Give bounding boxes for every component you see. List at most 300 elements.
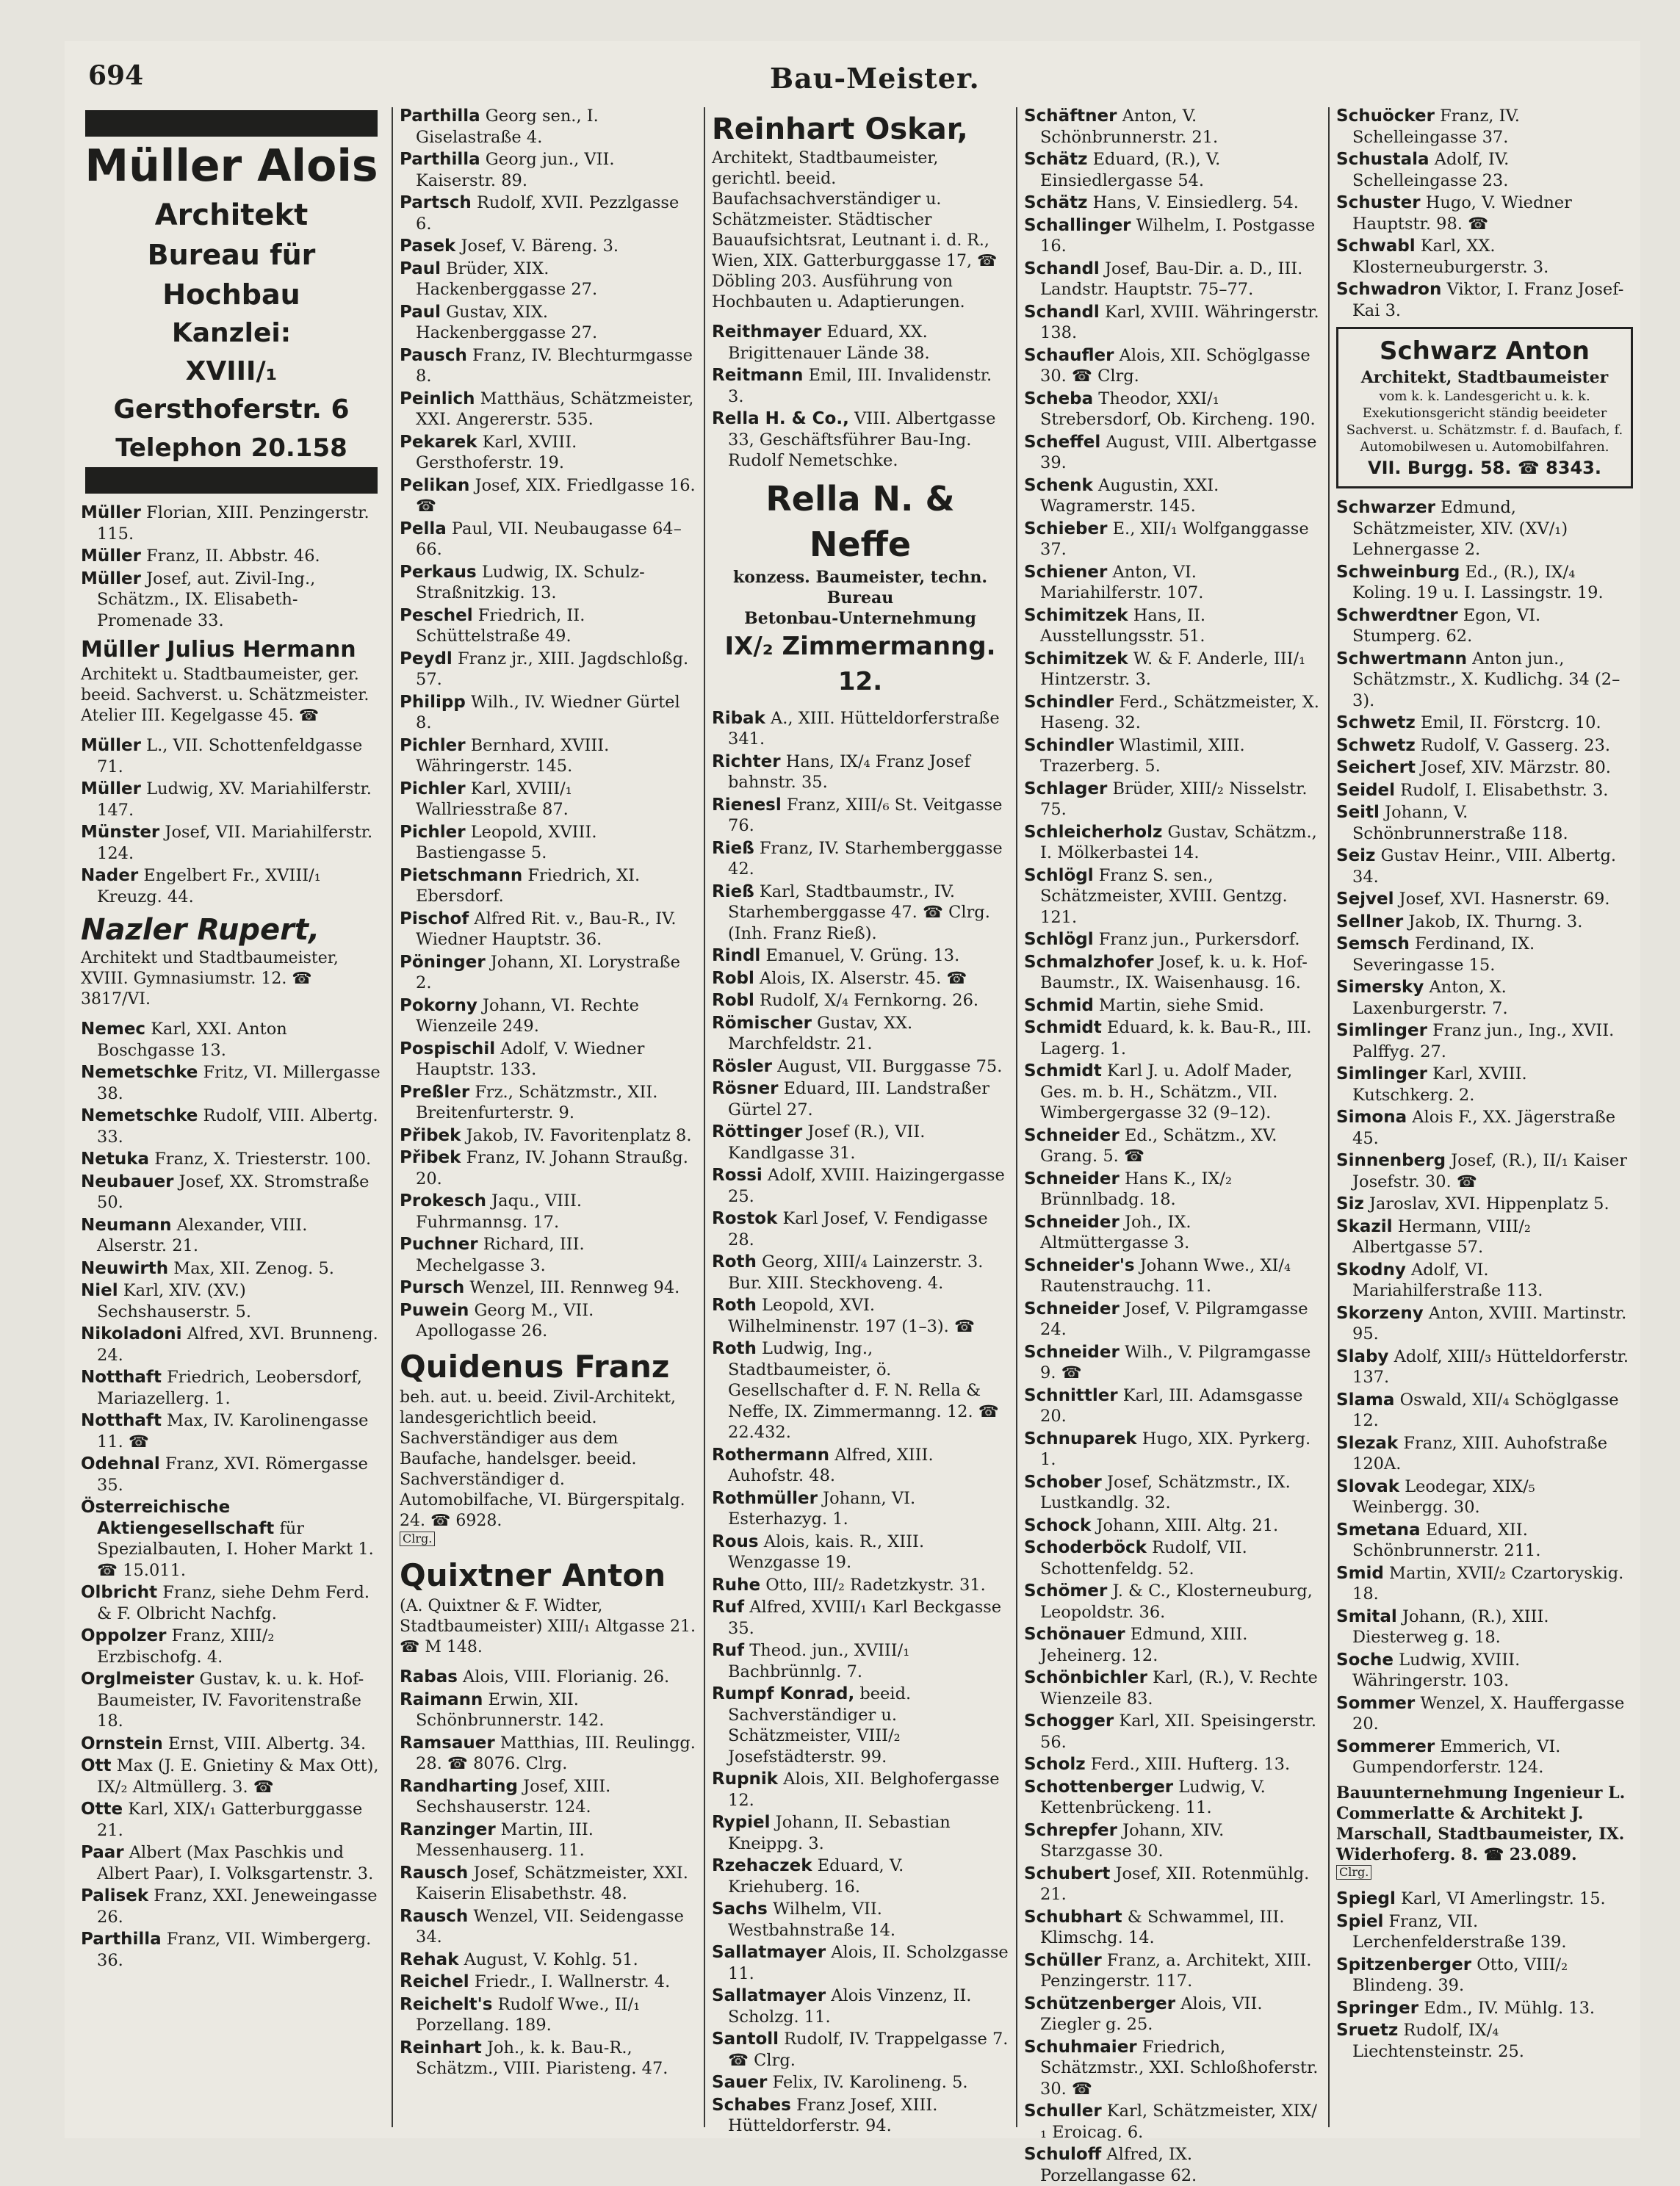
entry-name: Santoll xyxy=(712,2030,779,2049)
entry-details: Eduard, k. k. Bau-R., III. Lagerg. 1. xyxy=(1040,1018,1312,1058)
entry-name: Pischof xyxy=(400,909,469,928)
entry-details: Rudolf Wwe., II/₁ Porzellang. 189. xyxy=(416,1994,641,2035)
ad-bauunternehmung xyxy=(1336,1783,1633,1880)
directory-entry xyxy=(400,865,696,907)
entry-details: Hugo, XIX. Pyrkerg. 1. xyxy=(1040,1429,1311,1469)
directory-entry xyxy=(400,1039,696,1081)
entry-name: Schlager xyxy=(1024,779,1108,798)
entry-name: Philipp xyxy=(400,692,466,712)
entry-details: Alois F., XX. Jägerstraße 45. xyxy=(1352,1108,1616,1148)
entry-details: Franz, IV. Schelleingasse 37. xyxy=(1352,107,1520,147)
entry-name: Nikoladoni xyxy=(81,1324,182,1343)
entry-name: Schwetz xyxy=(1336,713,1416,732)
directory-entry xyxy=(1024,1907,1321,1949)
entry-details: Alfred, XVI. Brunneng. 24. xyxy=(97,1324,378,1365)
entry-name: Slezak xyxy=(1336,1433,1399,1453)
directory-entry xyxy=(712,881,1009,945)
directory-entry xyxy=(400,1863,696,1905)
entry-details: Karl, XX. Klosterneuburgerstr. 3. xyxy=(1352,237,1549,277)
directory-entry xyxy=(1024,345,1321,387)
ad-mueller-alois xyxy=(81,110,382,494)
directory-entry xyxy=(81,1258,382,1280)
entry-name: Schnittler xyxy=(1024,1385,1118,1405)
entry-name: Peinlich xyxy=(400,389,475,408)
entry-name: Schönbichler xyxy=(1024,1668,1147,1687)
entry-name: Robl xyxy=(712,968,754,988)
directory-entry xyxy=(81,1842,382,1884)
entry-details: Franz jr., XIII. Jagdschloßg. 57. xyxy=(416,649,689,689)
entry-details: Max, IV. Karolinengasse 11. ☎ xyxy=(97,1411,369,1451)
entry-name: Notthaft xyxy=(81,1368,162,1387)
entry-details: August, VII. Burggasse 75. xyxy=(772,1056,1003,1076)
entry-details: Friedrich, XI. Ebersdorf. xyxy=(416,865,641,906)
entry-name: Notthaft xyxy=(81,1411,162,1430)
entry-name: Schleicherholz xyxy=(1024,822,1163,842)
entry-details: Franz, IV. Starhemberggasse 42. xyxy=(728,838,1003,879)
directory-entry xyxy=(1024,1820,1321,1862)
ad-name: Quixtner Anton xyxy=(400,1557,666,1593)
directory-entry xyxy=(1024,865,1321,928)
entry-details: Anton, V. Schönbrunnerstr. 21. xyxy=(1040,107,1219,147)
entry-name: Müller xyxy=(81,546,141,566)
column-rule xyxy=(392,107,393,2127)
entry-details: Rudolf, IV. Trappelgasse 7. ☎ Clrg. xyxy=(728,2030,1009,2070)
directory-entry xyxy=(81,569,382,632)
entry-name: Schuloff xyxy=(1024,2145,1102,2164)
entry-details: Wilh., V. Pilgramgasse 9. ☎ xyxy=(1040,1342,1311,1382)
directory-entry xyxy=(1024,259,1321,300)
ad-name: Reinhart Oskar, xyxy=(712,112,968,146)
directory-entry xyxy=(1024,735,1321,777)
entry-name: Puwein xyxy=(400,1300,469,1320)
directory-entry xyxy=(1024,2144,1321,2186)
entry-name: Schätz xyxy=(1024,150,1088,169)
entry-name: Roth xyxy=(712,1339,757,1358)
entry-name: Ruhe xyxy=(712,1575,761,1595)
entry-details: Jaqu., VIII. Fuhrmannsg. 17. xyxy=(416,1191,582,1232)
entry-details: Hans, II. Ausstellungsstr. 51. xyxy=(1040,605,1206,646)
entry-details: August, V. Kohlg. 51. xyxy=(458,1949,638,1969)
entry-details: Max (J. E. Gnietiny & Max Ott), IX/₂ Altmüllerg. 3. ☎ xyxy=(97,1756,379,1797)
entry-name: Skorzeny xyxy=(1336,1303,1424,1323)
entry-name: Schimitzek xyxy=(1024,605,1128,625)
entry-details: Rudolf, I. Elisabethstr. 3. xyxy=(1395,780,1609,800)
entry-details: Johann Wwe., XI/₄ Rautenstrauchg. 11. xyxy=(1040,1255,1291,1296)
directory-entry xyxy=(712,2029,1009,2071)
directory-entry xyxy=(1024,192,1321,214)
entry-name: Scholz xyxy=(1024,1755,1086,1774)
entry-name: Schnuparek xyxy=(1024,1429,1137,1449)
entry-details: Franz, XXI. Jeneweingasse 26. xyxy=(97,1886,378,1927)
directory-entry xyxy=(400,735,696,777)
entry-details: Georg jun., VII. Kaiserstr. 89. xyxy=(416,150,615,190)
entry-name: Rothermann xyxy=(712,1445,830,1465)
entry-details: Joh., IX. Altmüttergasse 3. xyxy=(1040,1212,1191,1252)
ad-text: beh. aut. u. beeid. Zivil-Architekt, landesgerichtlich beeid. Sachverständiger aus dem Baufache, handelsger. beeid. Sachverständiger d. Automobilfache, VI. Bürgerspitalg. 24. ☎ 6928. xyxy=(400,1388,685,1530)
entry-name: Münster xyxy=(81,823,160,842)
entry-name: Niel xyxy=(81,1281,118,1300)
entry-details: Johann, II. Sebastian Kneippg. 3. xyxy=(728,1813,951,1853)
entry-name: Sejvel xyxy=(1336,890,1394,909)
directory-entry xyxy=(1024,519,1321,560)
entry-details: Karl, VI Amerlingstr. 15. xyxy=(1395,1889,1606,1908)
entry-details: Augustin, XXI. Wagramerstr. 145. xyxy=(1040,475,1219,516)
directory-entry xyxy=(1024,779,1321,820)
entry-name: Simersky xyxy=(1336,978,1424,997)
entry-details: Hans K., IX/₂ Brünnlbadg. 18. xyxy=(1040,1169,1232,1209)
directory-entry xyxy=(1024,1581,1321,1623)
entry-details: Karl, XVIII/₁ Wallriesstraße 87. xyxy=(416,779,572,819)
directory-entry xyxy=(1024,1515,1321,1537)
entry-name: Pospischil xyxy=(400,1039,496,1058)
entry-name: Schneider xyxy=(1024,1169,1120,1188)
directory-entry xyxy=(1024,1342,1321,1384)
entry-details: Ludwig, XV. Mariahilferstr. 147. xyxy=(97,779,372,820)
entry-name: Rypiel xyxy=(712,1813,771,1832)
entry-name: Pichler xyxy=(400,735,466,755)
directory-entry xyxy=(400,1300,696,1342)
directory-entry xyxy=(712,1985,1009,2027)
entry-details: Alois, VIII. Florianig. 26. xyxy=(457,1667,670,1687)
entry-name: Schandl xyxy=(1024,259,1100,278)
entry-name: Pelikan xyxy=(400,475,470,495)
directory-entry xyxy=(81,1215,382,1257)
directory-entry xyxy=(1336,1650,1633,1692)
ad-name: Müller Julius Hermann xyxy=(81,637,356,663)
directory-entry xyxy=(1336,605,1633,647)
directory-entry xyxy=(81,502,382,544)
directory-entry xyxy=(1024,1777,1321,1819)
ad-line2: vom k. k. Landesgericht u. k. k. Exekutionsgericht ständig beeideter Sachverst. u. Schätzmstr. f. d. Baufach, f. Automobilwesen u. Automobilfahren. xyxy=(1346,389,1623,455)
directory-entry xyxy=(1336,1346,1633,1388)
directory-entry xyxy=(1024,1255,1321,1297)
entry-details: Hans, IX/₄ Franz Josef bahnstr. 35. xyxy=(728,751,970,792)
entry-details: Rudolf, VII. Schottenfeldg. 52. xyxy=(1040,1538,1247,1579)
ad-line2: Betonbau-Unternehmung xyxy=(744,608,976,628)
entry-details: Karl, XVIII. Gersthoferstr. 19. xyxy=(416,432,577,472)
entry-name: Perkaus xyxy=(400,562,477,582)
entry-details: Eduard, XII. Schönbrunnerstr. 211. xyxy=(1352,1520,1541,1560)
entry-name: Schönauer xyxy=(1024,1625,1125,1644)
entry-name: Schwertmann xyxy=(1336,649,1467,668)
entry-details: Karl, Schätzmeister, XIX/₁ Eroicag. 6. xyxy=(1040,2102,1317,2142)
entry-details: Anton, VI. Mariahilferstr. 107. xyxy=(1040,562,1204,602)
ad-telephone: Telephon 20.158 xyxy=(115,433,347,463)
entry-name: Parthilla xyxy=(400,150,480,169)
directory-entry xyxy=(1336,192,1633,234)
directory-entry xyxy=(1336,1107,1633,1149)
entry-details: Edm., IV. Mühlg. 13. xyxy=(1418,1998,1596,2018)
directory-entry xyxy=(81,1497,382,1581)
entry-name: Nemetschke xyxy=(81,1106,198,1125)
entry-details: Matthias, III. Reulingg. 28. ☎ 8076. Clrg. xyxy=(416,1733,696,1773)
ad-name: Rella N. & Neffe xyxy=(765,478,955,564)
entry-name: Seidel xyxy=(1336,780,1395,800)
directory-entry xyxy=(712,945,1009,967)
entry-details: Emil, II. Förstcrg. 10. xyxy=(1415,713,1601,732)
entry-name: Ornstein xyxy=(81,1734,163,1753)
column-4 xyxy=(1024,106,1321,2185)
entry-name: Schuster xyxy=(1336,193,1421,212)
directory-entry xyxy=(1336,279,1633,321)
entry-details: für Spezialbauten, I. Hoher Markt 1. ☎ 15.011. xyxy=(97,1518,374,1580)
directory-entry xyxy=(712,751,1009,793)
entry-name: Müller xyxy=(81,736,141,755)
running-title: Bau-Meister. xyxy=(770,62,980,95)
entry-details: Wlastimil, XIII. Trazerberg. 5. xyxy=(1040,735,1245,776)
entry-name: Schüller xyxy=(1024,1950,1102,1970)
entry-details: Paul, VII. Neubaugasse 64–66. xyxy=(416,519,682,559)
directory-entry xyxy=(1336,1150,1633,1192)
entry-name: Přibek xyxy=(400,1148,461,1167)
entry-details: Leopold, XVIII. Bastiengasse 5. xyxy=(416,822,597,862)
entry-details: Hans, V. Einsiedlerg. 54. xyxy=(1087,193,1299,212)
entry-details: Josef, Bau-Dir. a. D., III. Landstr. Hauptstr. 75–77. xyxy=(1040,259,1303,299)
entry-details: Edmund, XIII. Jeheinerg. 12. xyxy=(1040,1625,1248,1665)
entry-details: Rudolf, IX/₄ Liechtensteinstr. 25. xyxy=(1352,2021,1524,2061)
entry-details: Karl, (R.), V. Rechte Wienzeile 83. xyxy=(1040,1668,1318,1709)
entry-details: Ferd., XIII. Hufterg. 13. xyxy=(1085,1755,1291,1774)
entry-name: Schubhart xyxy=(1024,1907,1122,1927)
directory-entry xyxy=(400,605,696,647)
entry-details: Alois, XII. Belghofergasse 12. xyxy=(728,1770,1000,1810)
ad-text: Architekt und Stadtbaumeister, XVIII. Gymnasiumstr. 12. ☎ 3817/VI. xyxy=(81,949,339,1009)
entry-name: Rossi xyxy=(712,1166,763,1185)
entry-details: Johann, (R.), XIII. Diesterweg g. 18. xyxy=(1352,1606,1549,1647)
directory-entry xyxy=(81,1734,382,1755)
ad-bar-top xyxy=(85,110,378,137)
entry-name: Rothmüller xyxy=(712,1488,818,1508)
directory-entry xyxy=(400,1733,696,1775)
entry-name: Otte xyxy=(81,1800,123,1819)
entry-details: Theodor, XXI/₁ Strebersdorf, Ob. Kircheng. 190. xyxy=(1040,389,1316,429)
directory-entry xyxy=(712,1078,1009,1120)
directory-entry xyxy=(81,1756,382,1797)
directory-entry xyxy=(1336,977,1633,1019)
entry-name: Schuhmaier xyxy=(1024,2037,1137,2057)
entry-details: Brüder, XIII/₂ Nisselstr. 75. xyxy=(1040,779,1308,819)
entry-name: Peydl xyxy=(400,649,453,668)
entry-name: Reitmann xyxy=(712,366,804,385)
entry-details: Adolf, XVIII. Haizingergasse 25. xyxy=(728,1166,1005,1206)
entry-details: Ferdinand, IX. Severingasse 15. xyxy=(1352,934,1535,975)
directory-entry xyxy=(400,1125,696,1147)
entry-name: Rösner xyxy=(712,1079,779,1098)
directory-entry xyxy=(712,408,1009,472)
directory-entry xyxy=(81,865,382,907)
entry-details: Josef, Schätzmeister, XXI. Kaiserin Elisabethstr. 48. xyxy=(416,1863,688,1903)
entry-name: Pietschmann xyxy=(400,865,523,885)
entry-details: Johann, XIII. Altg. 21. xyxy=(1091,1515,1279,1535)
directory-entry xyxy=(400,192,696,234)
entry-name: Rösler xyxy=(712,1056,773,1076)
directory-entry xyxy=(712,1056,1009,1078)
entry-name: Schogger xyxy=(1024,1711,1114,1731)
entry-details: VIII. Albertgasse 33, Geschäftsführer Bau-Ing. Rudolf Nemetschke. xyxy=(728,409,996,470)
entry-name: Oppolzer xyxy=(81,1626,167,1645)
ad-reinhart xyxy=(712,110,1009,313)
ad-name: Quidenus Franz xyxy=(400,1348,670,1385)
ad-text: Architekt, Stadtbaumeister, gerichtl. beeid. Baufachsachverständiger u. Schätzmeister. Städtischer Bauaufsichtsrat, Leutnant i. d. R., Wien, XIX. Gatterburggasse 17, ☎ Döbling 203. Ausführung von Hochbauten u. Adaptierungen. xyxy=(712,149,998,311)
entry-name: Schimitzek xyxy=(1024,649,1128,668)
entry-details: Ludwig, IX. Schulz-Straßnitzkig. 13. xyxy=(416,562,645,602)
ad-line1: Architekt, Stadtbaumeister xyxy=(1360,368,1609,387)
directory-entry xyxy=(712,1899,1009,1941)
directory-entry xyxy=(81,779,382,820)
entry-name: Paar xyxy=(81,1843,124,1862)
directory-entry xyxy=(712,1640,1009,1682)
directory-entry xyxy=(1336,1520,1633,1562)
entry-name: Schustala xyxy=(1336,150,1430,169)
directory-entry xyxy=(81,1582,382,1624)
entry-details: Georg, XIII/₄ Lainzerstr. 3. Bur. XIII. Steckhoveng. 4. xyxy=(728,1252,984,1293)
entry-name: Rausch xyxy=(400,1863,469,1883)
entry-details: Brüder, XIX. Hackenberggasse 27. xyxy=(416,259,598,299)
entry-name: Slovak xyxy=(1336,1476,1400,1496)
directory-entry xyxy=(400,995,696,1037)
entry-name: Ruf xyxy=(712,1598,745,1617)
directory-entry xyxy=(1024,2037,1321,2100)
directory-entry xyxy=(400,475,696,517)
ad-name: Nazler Rupert, xyxy=(81,913,320,947)
entry-details: Rudolf, V. Gasserg. 23. xyxy=(1415,735,1611,755)
entry-name: Raimann xyxy=(400,1689,483,1709)
column-rule xyxy=(704,107,705,2127)
directory-entry xyxy=(400,562,696,604)
entry-details: Franz jun., Ing., XVII. Palffyg. 27. xyxy=(1352,1021,1615,1061)
entry-name: Roth xyxy=(712,1296,757,1315)
entry-details: Gustav, XIX. Hackenberggasse 27. xyxy=(416,302,598,342)
directory-entry xyxy=(81,1626,382,1667)
directory-entry xyxy=(1024,432,1321,474)
column-rule xyxy=(1016,107,1017,2127)
entry-details: Franz, VII. Lerchenfelderstraße 139. xyxy=(1352,1911,1567,1952)
entry-details: Engelbert Fr., XVIII/₁ Kreuzg. 44. xyxy=(97,866,321,906)
entry-name: Schrepfer xyxy=(1024,1820,1117,1840)
directory-entry xyxy=(81,1172,382,1213)
entry-name: Richter xyxy=(712,751,781,771)
directory-entry xyxy=(1024,1212,1321,1254)
entry-name: Schiener xyxy=(1024,562,1108,582)
entry-details: L., VII. Schottenfeldgasse 71. xyxy=(97,736,363,776)
entry-details: Josef, V. Pilgramgasse 24. xyxy=(1040,1299,1308,1339)
entry-details: Egon, VI. Stumperg. 62. xyxy=(1352,605,1541,646)
entry-name: Schwarzer xyxy=(1336,498,1436,517)
directory-entry xyxy=(1336,2020,1633,2062)
entry-name: Schaufler xyxy=(1024,345,1114,365)
entry-name: Sallatmayer xyxy=(712,1986,826,2005)
entry-name: Preßler xyxy=(400,1082,470,1102)
entry-details: August, VIII. Albertgasse 39. xyxy=(1040,432,1317,472)
entry-details: Friedrich, Leobersdorf, Mariazellerg. 1. xyxy=(97,1368,362,1408)
directory-entry xyxy=(1336,1955,1633,1996)
directory-entry xyxy=(1024,1429,1321,1471)
entry-details: Franz, siehe Dehm Ferd. & F. Olbricht Nachfg. xyxy=(97,1583,370,1623)
entry-name: Neubauer xyxy=(81,1172,174,1191)
entry-details: Franz, X. Triesterstr. 100. xyxy=(149,1150,372,1169)
directory-entry xyxy=(400,2038,696,2079)
entry-name: Rieß xyxy=(712,881,754,901)
directory-entry xyxy=(81,1799,382,1841)
entry-details: Franz, a. Architekt, XIII. Penzingerstr. 117. xyxy=(1040,1950,1312,1991)
entry-details: Alexander, VIII. Alserstr. 21. xyxy=(97,1215,308,1255)
directory-entry xyxy=(1336,845,1633,887)
entry-details: Theod. jun., XVIII/₁ Bachbrünnlg. 7. xyxy=(728,1641,910,1681)
entry-details: Ludwig, XVIII. Währingerstr. 103. xyxy=(1352,1650,1521,1690)
entry-name: Pöninger xyxy=(400,952,486,972)
directory-entry xyxy=(1024,1169,1321,1211)
entry-name: Parthilla xyxy=(400,107,480,126)
directory-entry xyxy=(81,822,382,864)
entry-details: Richard, III. Mechelgasse 3. xyxy=(416,1235,585,1275)
directory-entry xyxy=(1024,1754,1321,1775)
directory-entry xyxy=(712,1295,1009,1337)
entry-name: Neumann xyxy=(81,1215,172,1235)
entry-name: Scheffel xyxy=(1024,432,1101,452)
directory-entry xyxy=(1336,802,1633,844)
entry-name: Römischer xyxy=(712,1013,812,1033)
entry-details: beeid. Sachverständiger u. Schätzmeister, VIII/₂ Josefstädterstr. 99. xyxy=(728,1684,912,1767)
entry-details: Emanuel, V. Grüng. 13. xyxy=(760,946,960,965)
entry-details: Karl, XII. Speisingerstr. 56. xyxy=(1040,1711,1317,1752)
entry-name: Sallatmayer xyxy=(712,1943,826,1962)
directory-entry xyxy=(81,1410,382,1452)
ad-schwarz xyxy=(1336,327,1633,488)
entry-name: Peschel xyxy=(400,605,473,625)
entry-name: Schober xyxy=(1024,1472,1102,1492)
directory-entry xyxy=(400,432,696,474)
ad-quixtner xyxy=(400,1555,696,1658)
entry-details: Edmund, Schätzmeister, XIV. (XV/₁) Lehnergasse 2. xyxy=(1352,498,1568,559)
directory-entry xyxy=(81,1454,382,1496)
directory-entry xyxy=(712,968,1009,989)
entry-details: Gustav, Schätzm., I. Mölkerbastei 14. xyxy=(1040,822,1317,862)
directory-entry xyxy=(1336,757,1633,779)
directory-page xyxy=(65,41,1640,2185)
entry-details: W. & F. Anderle, III/₁ Hintzerstr. 3. xyxy=(1040,649,1306,689)
directory-entry xyxy=(1336,1476,1633,1518)
directory-entry xyxy=(400,1147,696,1189)
entry-name: Rella H. & Co., xyxy=(712,409,849,428)
directory-entry xyxy=(712,365,1009,407)
ad-kanzlei: Kanzlei: xyxy=(171,318,292,348)
directory-entry xyxy=(1336,934,1633,975)
directory-entry xyxy=(1336,149,1633,191)
entry-name: Roth xyxy=(712,1252,757,1271)
entry-details: Ernst, VIII. Albertg. 34. xyxy=(162,1734,367,1753)
directory-entry xyxy=(1336,1303,1633,1345)
entry-name: Schäftner xyxy=(1024,107,1117,126)
directory-entry xyxy=(1336,562,1633,604)
ad-address: XVIII/₁ Gersthoferstr. 6 xyxy=(113,356,350,425)
entry-name: Ranzinger xyxy=(400,1819,496,1839)
entry-name: Schwabl xyxy=(1336,237,1416,256)
entry-name: Schottenberger xyxy=(1024,1777,1174,1797)
entry-name: Schwerdtner xyxy=(1336,605,1458,625)
entry-name: Pausch xyxy=(400,345,467,365)
ad-rella xyxy=(712,476,1009,699)
directory-entry xyxy=(1024,1385,1321,1427)
entry-details: Anton jun., Schätzmstr., X. Kudlichg. 34 (2–3). xyxy=(1352,649,1620,710)
directory-entry xyxy=(400,1994,696,2036)
entry-name: Rehak xyxy=(400,1949,459,1969)
directory-entry xyxy=(1336,1433,1633,1475)
entry-name: Soche xyxy=(1336,1650,1394,1670)
directory-entry xyxy=(1024,1950,1321,1992)
entry-details: Adolf, IV. Schelleingasse 23. xyxy=(1352,150,1510,190)
entry-name: Seitl xyxy=(1336,803,1380,822)
entry-name: Rienesl xyxy=(712,795,782,815)
